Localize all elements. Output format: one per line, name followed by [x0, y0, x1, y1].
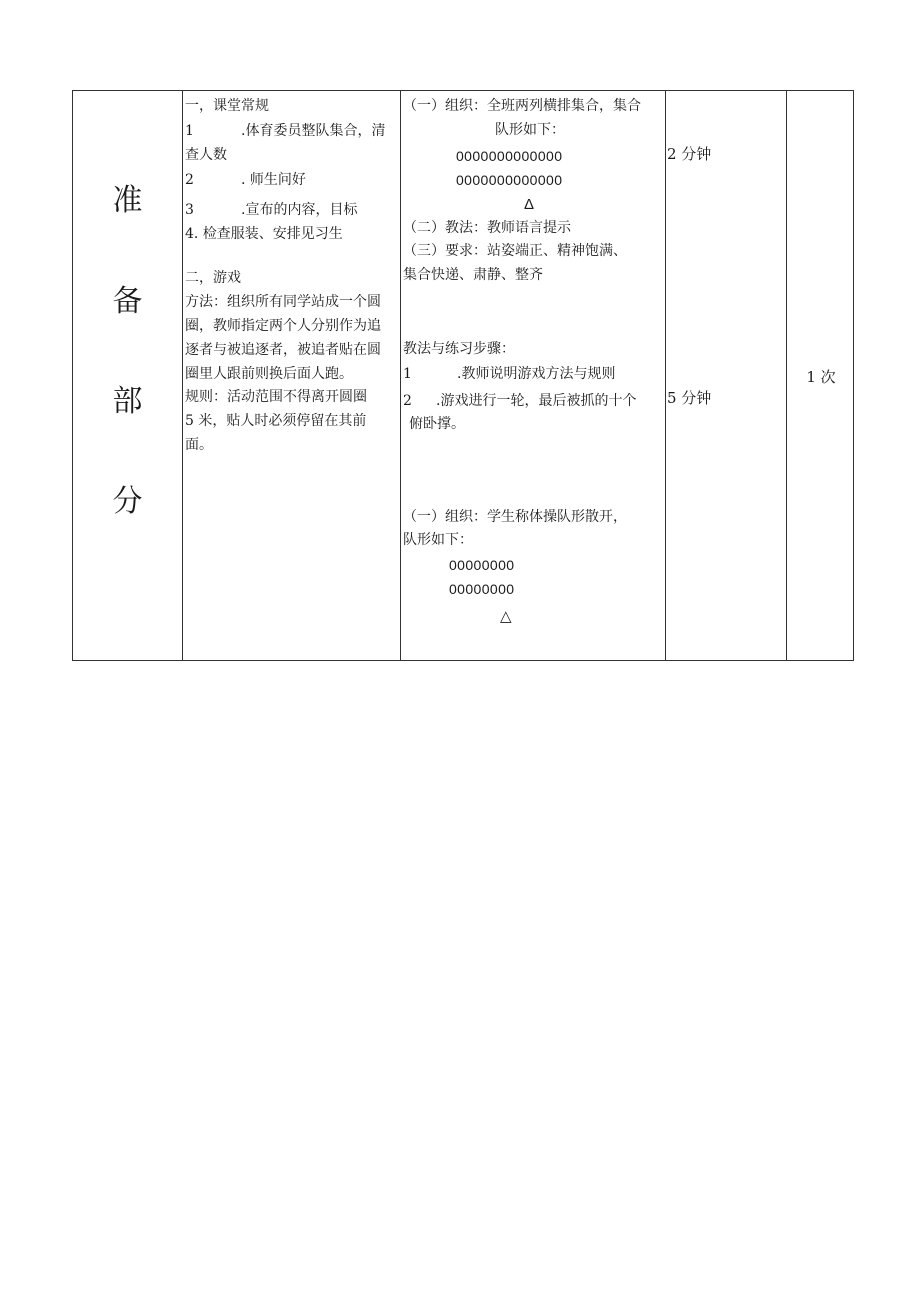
step-text-continuation: 俯卧撑。	[409, 416, 465, 432]
formation-row: 00000000	[449, 581, 515, 597]
requirement-line: （三）要求：站姿端正、精神饱满、	[403, 243, 627, 259]
formation-row: 0000000000000	[456, 172, 563, 188]
org-line: （一）组织：学生称体操队形散开，	[403, 509, 627, 525]
section-char: 备	[112, 284, 143, 319]
routine-item-number: 3	[185, 202, 194, 218]
section-char: 部	[112, 384, 143, 419]
rules-line: 5 米，贴人时必须停留在其前	[185, 413, 367, 429]
section-char: 分	[112, 484, 143, 519]
formation-row: 0000000000000	[456, 148, 563, 164]
method-line: 逐者与被追逐者，被追者贴在圆	[185, 342, 381, 358]
rules-line: 规则：活动范围不得离开圆圈	[185, 389, 367, 405]
game-heading: 二，游戏	[185, 270, 241, 286]
column-divider	[182, 91, 183, 660]
routine-heading: 一，课堂常规	[185, 98, 269, 114]
routine-item-continuation: 查人数	[185, 147, 227, 163]
section-char: 准	[112, 183, 143, 218]
method-line: 圈里人跟前则换后面人跑。	[185, 366, 353, 382]
time-value: 2 分钟	[667, 145, 712, 163]
routine-item-text: 4. 检查服装、安排见习生	[185, 226, 343, 242]
step-text: .教师说明游戏方法与规则	[457, 366, 616, 382]
method-line: 圈，教师指定两个人分别作为追	[185, 318, 381, 334]
routine-item-number: 2	[185, 172, 194, 188]
requirement-line: 集合快递、肃静、整齐	[403, 267, 543, 283]
time-value: 5 分钟	[667, 389, 712, 407]
lesson-plan-table	[72, 90, 854, 661]
steps-heading: 教法与练习步骤：	[403, 341, 515, 357]
rules-line: 面。	[185, 437, 213, 453]
org-line: 队形如下：	[403, 532, 473, 548]
teacher-marker: Δ	[524, 196, 535, 213]
routine-item-text: . 师生问好	[241, 172, 306, 188]
step-number: 2	[403, 393, 412, 409]
org-line: 队形如下：	[495, 122, 565, 138]
routine-item-number: 1	[185, 123, 194, 139]
column-divider	[665, 91, 666, 660]
column-divider	[400, 91, 401, 660]
org-line: （一）组织：全班两列横排集合，集合	[403, 98, 641, 114]
routine-item-text: .宣布的内容，目标	[241, 202, 358, 218]
step-number: 1	[403, 366, 412, 382]
teach-method: （二）教法：教师语言提示	[403, 220, 571, 236]
count-value: 1 次	[806, 368, 836, 386]
step-text: .游戏进行一轮，最后被抓的十个	[436, 393, 637, 409]
formation-row: 00000000	[449, 557, 515, 573]
routine-item-text: .体育委员整队集合，清	[241, 123, 386, 139]
teacher-marker: △	[500, 607, 512, 625]
method-line: 方法：组织所有同学站成一个圆	[185, 294, 381, 310]
